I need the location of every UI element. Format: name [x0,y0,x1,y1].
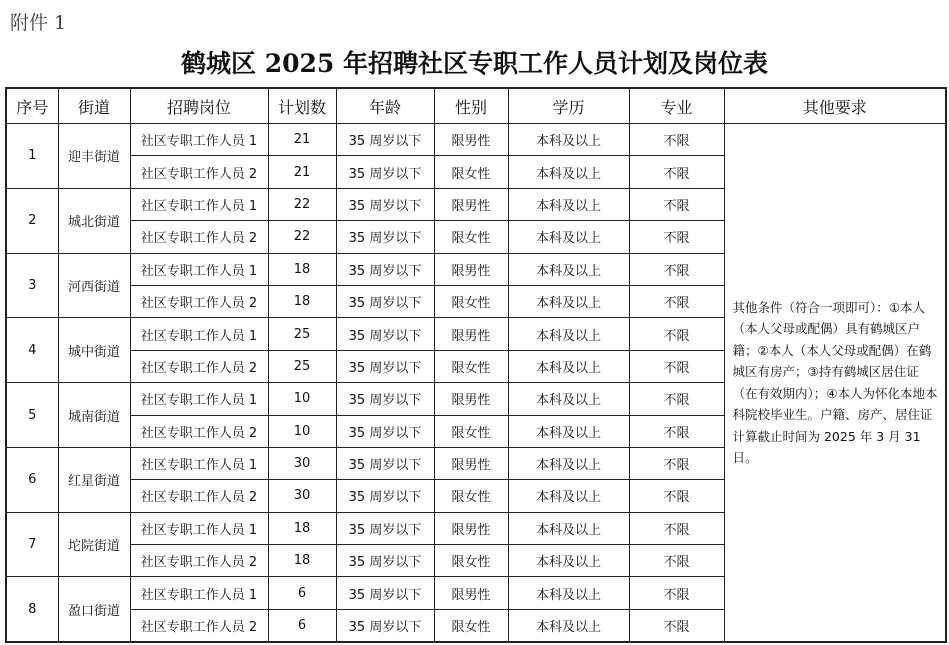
cell-gender: 限男性 [434,124,508,156]
cell-count: 25 [268,318,336,350]
cell-age: 35 周岁以下 [336,350,434,382]
cell-major: 不限 [629,609,724,642]
attachment-label: 附件 1 [10,12,67,34]
street-name: 坨院街道 [58,512,130,577]
cell-post: 社区专职工作人员 2 [130,350,268,382]
cell-count: 18 [268,285,336,317]
cell-post: 社区专职工作人员 1 [130,383,268,415]
street-name: 城南街道 [58,383,130,448]
cell-age: 35 周岁以下 [336,545,434,577]
cell-major: 不限 [629,253,724,285]
cell-gender: 限女性 [434,415,508,447]
cell-count: 10 [268,415,336,447]
cell-count: 18 [268,545,336,577]
cell-gender: 限女性 [434,156,508,188]
cell-post: 社区专职工作人员 2 [130,285,268,317]
cell-count: 25 [268,350,336,382]
cell-major: 不限 [629,285,724,317]
cell-gender: 限男性 [434,188,508,220]
cell-count: 30 [268,480,336,512]
cell-post: 社区专职工作人员 1 [130,253,268,285]
cell-edu: 本科及以上 [508,350,629,382]
cell-age: 35 周岁以下 [336,318,434,350]
cell-major: 不限 [629,480,724,512]
row-number: 6 [6,447,58,512]
cell-post: 社区专职工作人员 2 [130,156,268,188]
cell-edu: 本科及以上 [508,512,629,544]
cell-edu: 本科及以上 [508,383,629,415]
row-number: 1 [6,124,58,189]
cell-count: 6 [268,577,336,609]
cell-gender: 限男性 [434,577,508,609]
row-number: 8 [6,577,58,642]
cell-edu: 本科及以上 [508,545,629,577]
column-header: 街道 [58,88,130,124]
street-name: 红星街道 [58,447,130,512]
cell-post: 社区专职工作人员 2 [130,545,268,577]
cell-gender: 限男性 [434,447,508,479]
cell-post: 社区专职工作人员 1 [130,124,268,156]
cell-post: 社区专职工作人员 1 [130,318,268,350]
cell-edu: 本科及以上 [508,318,629,350]
cell-edu: 本科及以上 [508,156,629,188]
cell-post: 社区专职工作人员 2 [130,221,268,253]
cell-major: 不限 [629,188,724,220]
cell-major: 不限 [629,156,724,188]
cell-edu: 本科及以上 [508,124,629,156]
cell-gender: 限男性 [434,318,508,350]
cell-count: 21 [268,124,336,156]
row-number: 5 [6,383,58,448]
street-name: 河西街道 [58,253,130,318]
column-header: 年龄 [336,88,434,124]
page-title: 鹤城区 2025 年招聘社区专职工作人员计划及岗位表 [181,49,768,78]
cell-age: 35 周岁以下 [336,124,434,156]
cell-age: 35 周岁以下 [336,415,434,447]
cell-post: 社区专职工作人员 1 [130,577,268,609]
cell-major: 不限 [629,318,724,350]
cell-age: 35 周岁以下 [336,253,434,285]
cell-age: 35 周岁以下 [336,285,434,317]
cell-major: 不限 [629,221,724,253]
cell-age: 35 周岁以下 [336,577,434,609]
cell-age: 35 周岁以下 [336,447,434,479]
cell-major: 不限 [629,124,724,156]
cell-major: 不限 [629,383,724,415]
cell-post: 社区专职工作人员 2 [130,480,268,512]
cell-age: 35 周岁以下 [336,221,434,253]
cell-major: 不限 [629,350,724,382]
column-header: 其他要求 [724,88,946,124]
cell-post: 社区专职工作人员 1 [130,447,268,479]
cell-post: 社区专职工作人员 1 [130,188,268,220]
cell-edu: 本科及以上 [508,415,629,447]
column-header: 专业 [629,88,724,124]
cell-major: 不限 [629,415,724,447]
column-header: 招聘岗位 [130,88,268,124]
cell-post: 社区专职工作人员 1 [130,512,268,544]
cell-major: 不限 [629,447,724,479]
row-number: 3 [6,253,58,318]
cell-edu: 本科及以上 [508,221,629,253]
column-header: 学历 [508,88,629,124]
cell-edu: 本科及以上 [508,480,629,512]
cell-major: 不限 [629,545,724,577]
street-name: 盈口街道 [58,577,130,642]
cell-gender: 限女性 [434,221,508,253]
cell-count: 30 [268,447,336,479]
row-number: 2 [6,188,58,253]
cell-age: 35 周岁以下 [336,383,434,415]
other-requirements: 其他条件（符合一项即可）：①本人（本人父母或配偶）具有鹤城区户籍；②本人（本人父母或配偶）在鹤城区有房产；③持有鹤城区居住证（在有效期内）；④本人为怀化本地本科院校毕业生。户籍、房产、居住证计算截止时间为 2025 年 3 月 31 日。 [724,124,946,643]
cell-age: 35 周岁以下 [336,480,434,512]
column-header: 序号 [6,88,58,124]
cell-age: 35 周岁以下 [336,512,434,544]
cell-count: 10 [268,383,336,415]
table-row [6,124,946,156]
cell-count: 22 [268,221,336,253]
cell-edu: 本科及以上 [508,285,629,317]
cell-gender: 限女性 [434,350,508,382]
column-header: 计划数 [268,88,336,124]
cell-post: 社区专职工作人员 2 [130,609,268,642]
cell-post: 社区专职工作人员 2 [130,415,268,447]
recruitment-table [5,87,947,643]
cell-edu: 本科及以上 [508,577,629,609]
cell-count: 18 [268,253,336,285]
cell-count: 18 [268,512,336,544]
cell-gender: 限女性 [434,545,508,577]
cell-gender: 限男性 [434,512,508,544]
cell-gender: 限女性 [434,480,508,512]
cell-count: 6 [268,609,336,642]
cell-edu: 本科及以上 [508,188,629,220]
street-name: 迎丰街道 [58,124,130,189]
row-number: 4 [6,318,58,383]
cell-major: 不限 [629,577,724,609]
cell-age: 35 周岁以下 [336,156,434,188]
cell-gender: 限女性 [434,285,508,317]
row-number: 7 [6,512,58,577]
street-name: 城中街道 [58,318,130,383]
cell-edu: 本科及以上 [508,609,629,642]
cell-major: 不限 [629,512,724,544]
cell-gender: 限男性 [434,253,508,285]
cell-edu: 本科及以上 [508,447,629,479]
cell-age: 35 周岁以下 [336,609,434,642]
cell-count: 22 [268,188,336,220]
cell-gender: 限男性 [434,383,508,415]
cell-count: 21 [268,156,336,188]
cell-age: 35 周岁以下 [336,188,434,220]
street-name: 城北街道 [58,188,130,253]
cell-edu: 本科及以上 [508,253,629,285]
column-header: 性别 [434,88,508,124]
cell-gender: 限女性 [434,609,508,642]
